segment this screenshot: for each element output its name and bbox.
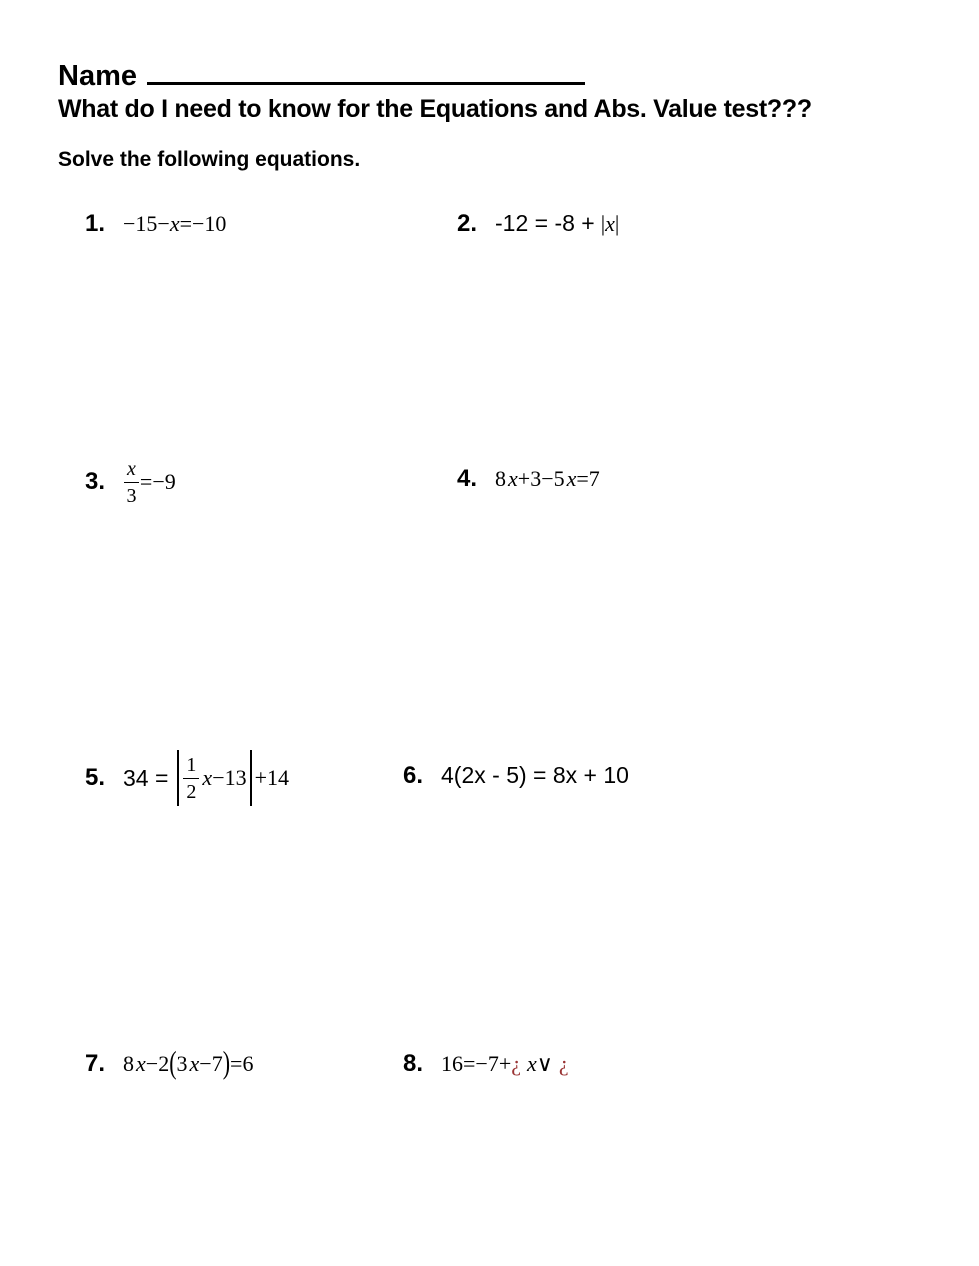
abs-bar-left: |	[600, 211, 606, 236]
equation-fragment: 3	[176, 1051, 188, 1076]
right-paren: )	[222, 1043, 231, 1081]
problem-number: 3.	[85, 468, 106, 495]
problem-5	[85, 748, 289, 808]
error-placeholder-glyph: ¿	[558, 1051, 569, 1076]
abs-bar-right	[250, 750, 252, 806]
equation-fragment: −13	[212, 765, 247, 790]
variable-x: x	[527, 1051, 537, 1076]
logical-or-symbol: ∨	[536, 1051, 553, 1076]
problem-number: 6.	[403, 762, 424, 789]
fraction-denominator: 2	[186, 780, 197, 803]
problem-6	[403, 762, 629, 790]
equation-fragment: =−10	[179, 211, 227, 236]
problem-8	[403, 1050, 569, 1078]
error-placeholder-glyph: ¿	[511, 1051, 522, 1076]
problem-number: 2.	[457, 210, 478, 237]
problem-1	[85, 210, 226, 238]
equation	[495, 466, 600, 492]
fraction-numerator: 1	[183, 755, 199, 779]
equation: 4(2x - 5) = 8x + 10	[441, 762, 629, 788]
equation-fragment: −15−	[123, 211, 170, 236]
abs-bar-right: |	[614, 211, 620, 236]
left-paren: (	[169, 1043, 177, 1081]
variable-x: x	[189, 1051, 200, 1076]
equation-fragment: =7	[576, 466, 600, 491]
equation-fragment: 8	[495, 466, 507, 491]
equation-fragment: 34 =	[123, 764, 169, 791]
variable-x: x	[202, 765, 213, 790]
name-label: Name	[58, 60, 137, 92]
problem-4	[457, 465, 600, 493]
equation-fragment: −2	[145, 1051, 170, 1076]
variable-x: x	[136, 1051, 146, 1076]
problem-3	[85, 456, 176, 508]
equation	[123, 459, 176, 506]
absolute-value-expression	[174, 750, 289, 806]
fraction	[124, 459, 139, 506]
equation-fragment: +3−5	[517, 466, 565, 491]
name-row	[58, 56, 585, 93]
problem-number: 7.	[85, 1050, 106, 1077]
equation	[441, 1051, 569, 1077]
problem-7	[85, 1043, 254, 1081]
fraction-denominator: 3	[126, 484, 137, 507]
abs-bar-left	[177, 750, 179, 806]
problem-number: 4.	[457, 465, 478, 492]
equation-fragment: +14	[254, 765, 290, 790]
variable-x: x	[508, 466, 518, 491]
name-blank-line	[147, 56, 585, 85]
instructions-text: Solve the following equations.	[58, 148, 361, 171]
problem-2	[457, 210, 619, 238]
problem-number: 1.	[85, 210, 106, 237]
equation-fragment: -12 = -8 +	[495, 210, 595, 236]
equation	[123, 1043, 254, 1081]
problem-number: 8.	[403, 1050, 424, 1077]
fraction-numerator: x	[124, 459, 139, 483]
equation	[123, 211, 226, 237]
equation-fragment: =−9	[139, 469, 176, 494]
equation-fragment: −7	[199, 1051, 223, 1076]
absolute-value-expression	[601, 211, 620, 237]
worksheet-title: What do I need to know for the Equations and Abs. Value test???	[58, 95, 812, 123]
variable-x: x	[605, 211, 615, 236]
fraction	[183, 755, 199, 802]
equation-fragment: 16=−7+	[441, 1051, 512, 1076]
variable-x: x	[566, 466, 577, 491]
variable-x: x	[169, 211, 180, 236]
equation-fragment: =6	[230, 1051, 254, 1076]
problem-number: 5.	[85, 764, 106, 791]
equation-fragment: 8	[123, 1051, 135, 1076]
